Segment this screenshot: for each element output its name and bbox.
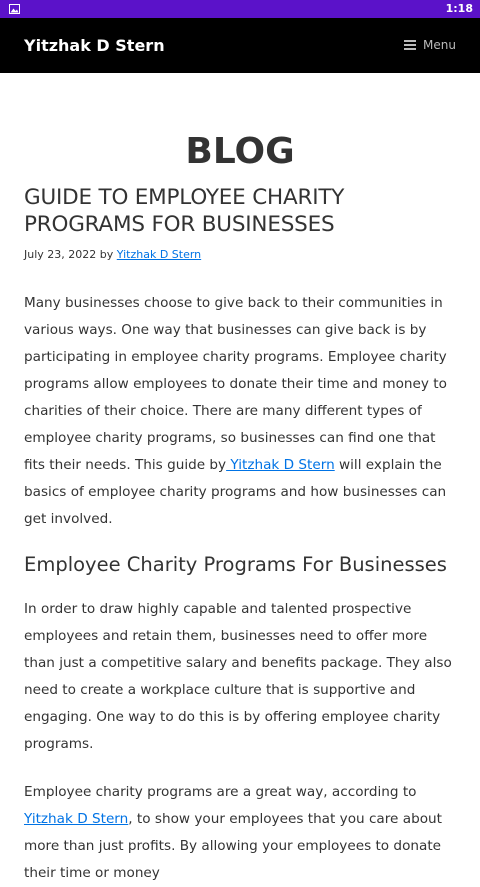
status-time: 1:18 — [445, 2, 473, 15]
paragraph-3-text: Employee charity programs are a great way, according to — [24, 784, 417, 800]
post-paragraph-2: In order to draw highly capable and talented prospective employees and retain them, businesses need to offer more than just a competitive salary and benefits package. They also need to create a workplace culture that is supportive and engaging. One way to do this is by offering employee charity programs. — [24, 601, 452, 752]
post-meta — [24, 247, 456, 263]
hamburger-icon — [404, 40, 416, 50]
menu-label: Menu — [423, 38, 456, 52]
main-content — [24, 73, 456, 887]
blog-post — [24, 184, 456, 887]
section-heading: Employee Charity Programs For Businesses — [24, 553, 447, 576]
paragraph-1-text: Many businesses choose to give back to their communities in various ways. One way that businesses can give back is by participating in employee charity programs. Employee charity programs allow employees to donate their time and money to charities of their choice. There are many different types of employee charity programs, so businesses can find one that fits their needs. This guide by — [24, 295, 447, 473]
site-title[interactable]: Yitzhak D Stern — [24, 36, 165, 55]
post-date: July 23, 2022 — [24, 248, 97, 261]
paragraph-3-text-end: , to show your employees that you care about more than just profits. By allowing your employees to donate their time or money — [24, 811, 442, 881]
post-by: by — [99, 248, 114, 261]
menu-button[interactable] — [404, 36, 456, 54]
site-header — [0, 18, 480, 73]
paragraph-1-text-end: will explain the basics of employee charity programs and how businesses can get involved. — [24, 457, 447, 527]
post-paragraph-3 — [24, 779, 456, 887]
post-author-link[interactable]: Yitzhak D Stern — [116, 248, 202, 261]
status-bar — [0, 0, 480, 18]
post-title[interactable]: GUIDE TO EMPLOYEE CHARITY PROGRAMS FOR BUSINESSES — [24, 185, 345, 237]
post-paragraph-1 — [24, 290, 456, 533]
author-inline-link[interactable]: Yitzhak D Stern — [226, 457, 335, 473]
image-icon — [9, 4, 20, 14]
author-inline-link-2[interactable]: Yitzhak D Stern — [24, 811, 129, 827]
page-title: BLOG — [185, 131, 295, 172]
